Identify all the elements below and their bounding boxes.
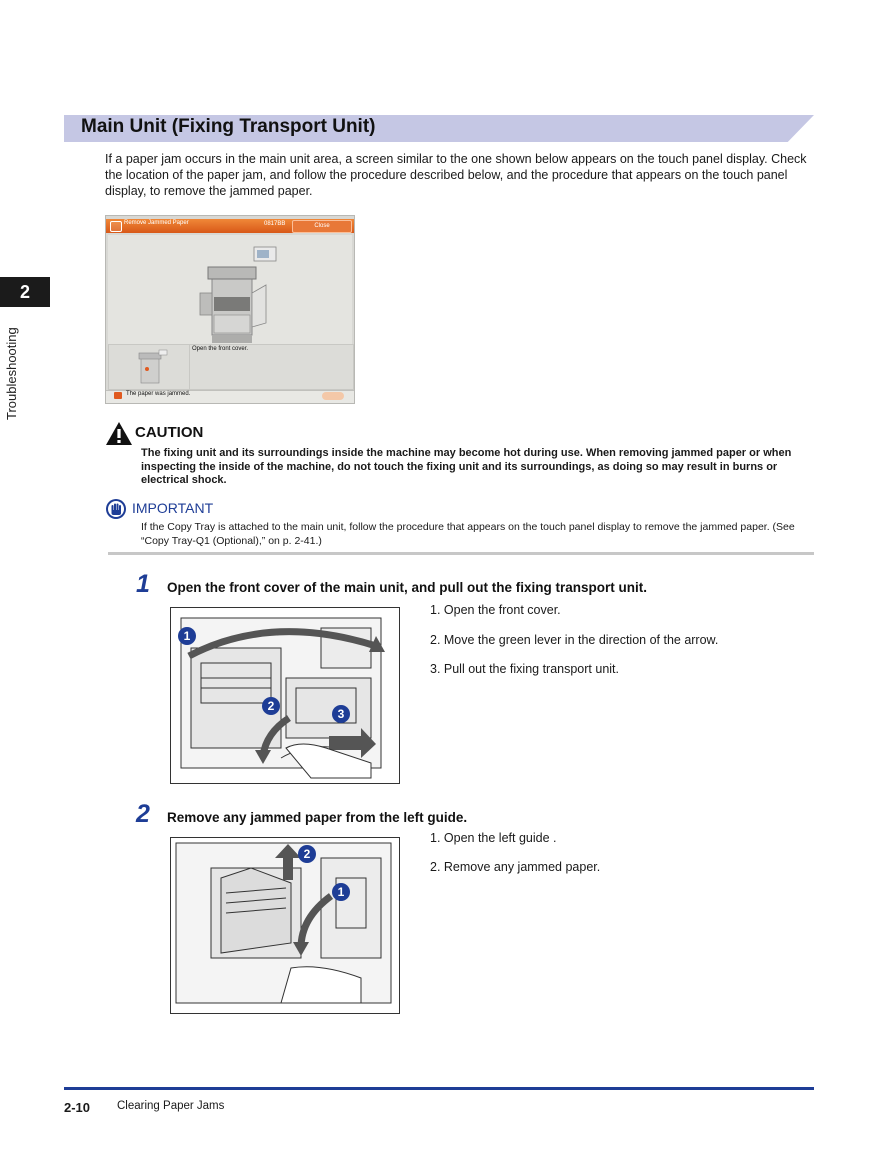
- step-2-illustration: [170, 837, 400, 1014]
- copier-machine-icon: [108, 235, 352, 357]
- step-2-title: Remove any jammed paper from the left guide.: [167, 810, 468, 825]
- footer-section-title: Clearing Paper Jams: [117, 1100, 225, 1112]
- panel-title-bar: [106, 219, 354, 233]
- copier-thumbnail-icon: [109, 345, 189, 389]
- panel-title: Remove Jammed Paper: [124, 220, 189, 226]
- left-guide-illustration: [171, 838, 399, 1013]
- section-title: Main Unit (Fixing Transport Unit): [81, 116, 376, 137]
- caution-title: CAUTION: [135, 424, 204, 441]
- panel-thumbnail-area: [108, 344, 190, 390]
- intro-paragraph: If a paper jam occurs in the main unit area, a screen similar to the one shown below appears on the touch panel display. Check the location of the paper jam, and follow the procedure described below, and the procedure that appears on the touch panel display, to remove the jammed paper.: [105, 152, 807, 198]
- touch-panel-screenshot: [105, 215, 355, 404]
- panel-status-icon: [114, 392, 122, 399]
- step-2-number: 2: [136, 800, 150, 828]
- step-1-illustration: [170, 607, 400, 784]
- step-1-substep-1: 1. Open the front cover.: [430, 603, 561, 617]
- caution-text: The fixing unit and its surroundings inside the machine may become hot during use. When removing jammed paper or when inspecting the inside of the machine, do not touch the fixing unit and its surroundings, as doing so may result in burns or electrical shock.: [141, 447, 792, 486]
- important-title: IMPORTANT: [132, 500, 214, 516]
- panel-code: 0817BB: [264, 221, 286, 227]
- panel-jam-icon: [110, 221, 122, 232]
- step-1-number: 1: [136, 570, 150, 598]
- warning-triangle-icon: [105, 421, 133, 446]
- step-1-substep-3: 3. Pull out the fixing transport unit.: [430, 662, 619, 676]
- panel-machine-view: [108, 235, 352, 357]
- panel-instruction: Open the front cover.: [192, 346, 249, 352]
- step-2-substep-2: 2. Remove any jammed paper.: [430, 860, 601, 874]
- step-1-substep-2: 2. Move the green lever in the direction of the arrow.: [430, 633, 719, 647]
- step-2-callout-2: 2: [303, 847, 311, 861]
- chapter-number-tab: 2: [0, 277, 50, 307]
- step-1-title: Open the front cover of the main unit, and pull out the fixing transport unit.: [167, 580, 647, 595]
- chapter-side-label: Troubleshooting: [4, 327, 19, 420]
- panel-close-button: Close: [292, 220, 352, 233]
- important-divider: [108, 552, 814, 555]
- footer-divider: [64, 1087, 814, 1090]
- panel-status-text: The paper was jammed.: [126, 391, 191, 397]
- step-1-callout-3: 3: [337, 707, 345, 721]
- step-2-substep-1: 1. Open the left guide .: [430, 831, 557, 845]
- important-text: If the Copy Tray is attached to the main unit, follow the procedure that appears on the touch panel display to remove the jammed paper. (See “Copy Tray-Q1 (Optional),” on p. 2-41.): [141, 521, 795, 547]
- fixing-unit-illustration: [171, 608, 399, 783]
- footer-page-number: 2-10: [64, 1100, 91, 1115]
- step-2-callout-1: 1: [337, 885, 345, 899]
- step-1-callout-1: 1: [183, 629, 191, 643]
- panel-status-button: [322, 392, 344, 400]
- step-1-callout-2: 2: [267, 699, 275, 713]
- hand-stop-icon: [105, 498, 127, 520]
